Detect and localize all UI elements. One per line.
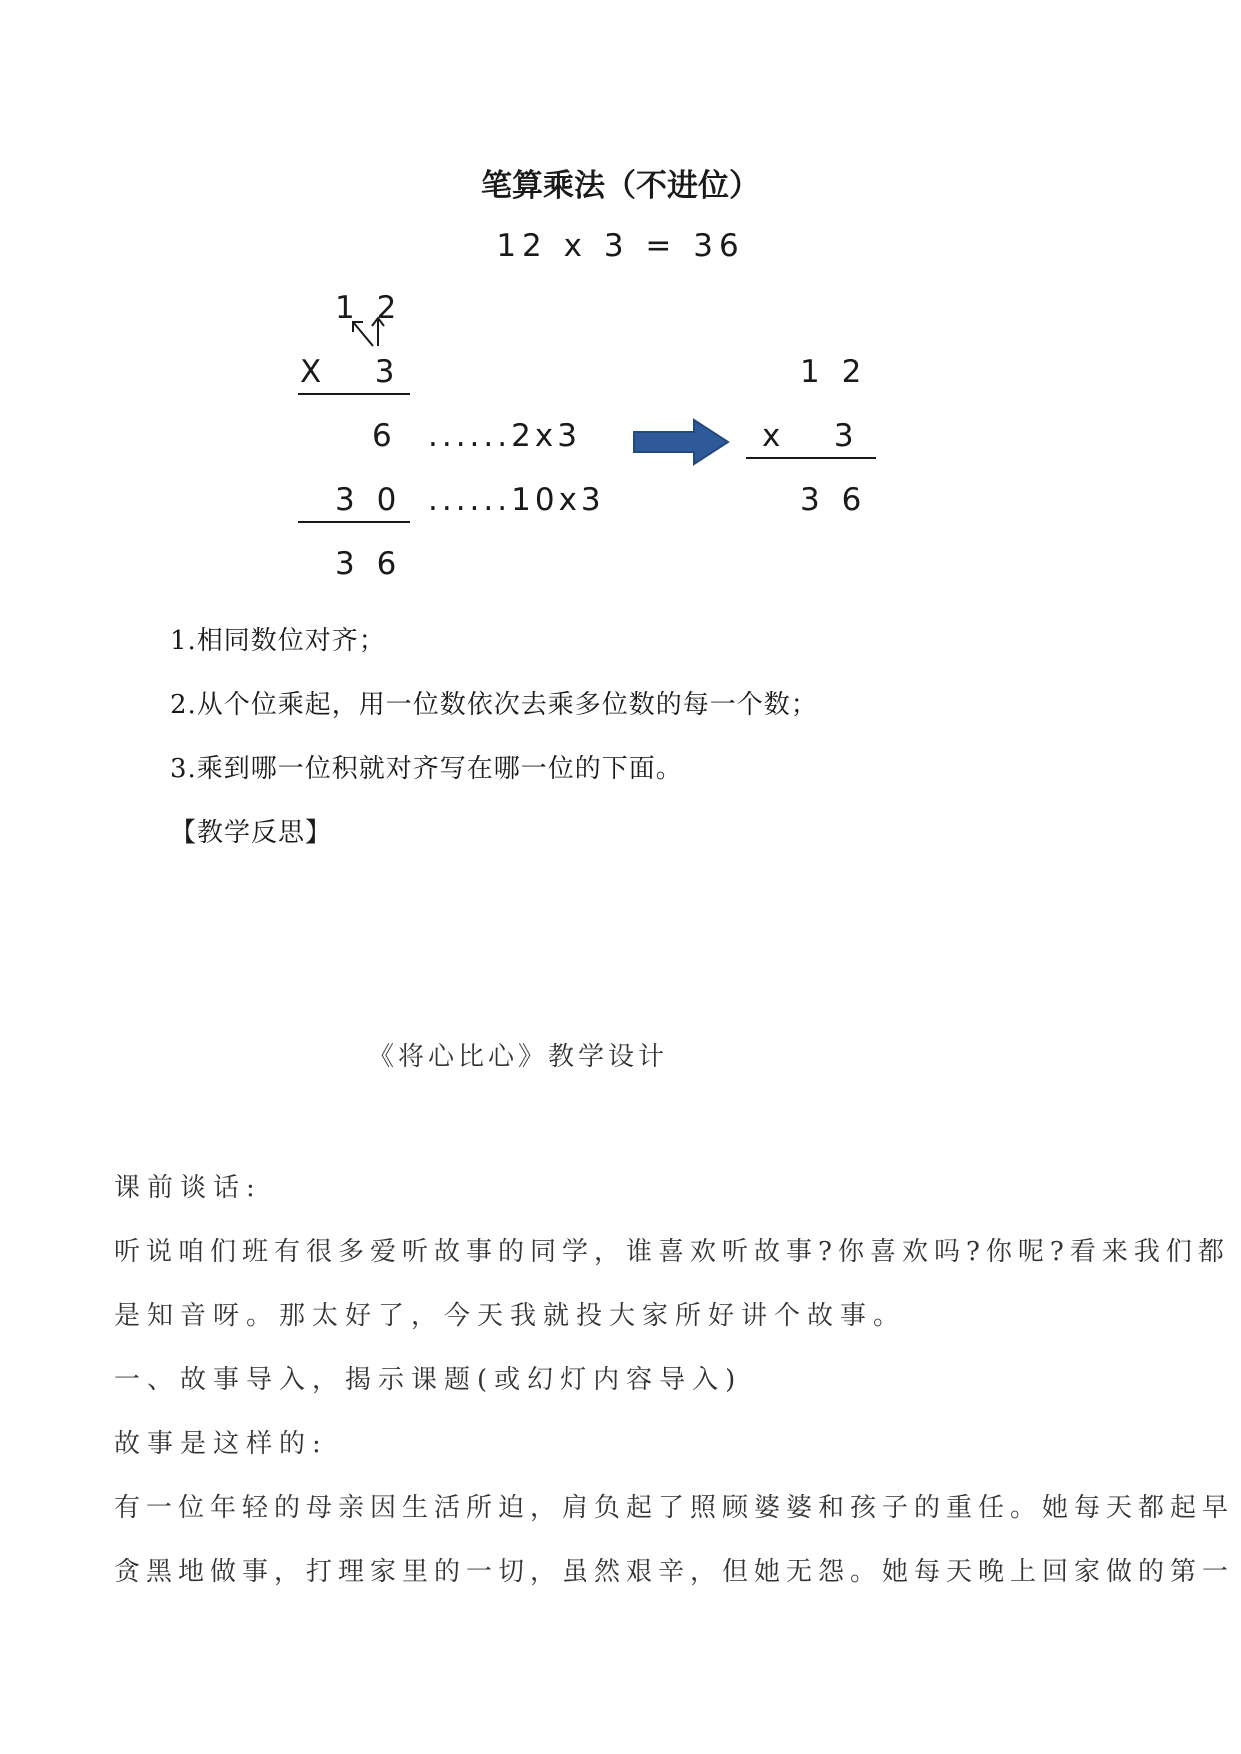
calc-right-line	[746, 457, 876, 459]
reflection-label: 【教学反思】	[170, 818, 333, 848]
calc-left-row3: 6	[372, 418, 398, 454]
calc-left-row4: 3 0	[335, 482, 403, 518]
calc-left-line2	[298, 521, 410, 523]
carry-arrows-icon	[345, 312, 395, 352]
calc-left-row1: 1 2	[335, 290, 403, 326]
paragraph-line-4: 一、故事导入，揭示课题(或幻灯内容导入)	[114, 1365, 743, 1395]
paragraph-line-2: 听说咱们班有很多爱听故事的同学，谁喜欢听故事?你喜欢吗?你呢?看来我们都	[114, 1237, 1230, 1267]
calc-left-row3-note: ......2x3	[428, 418, 581, 454]
calc-left-row5: 3 6	[335, 546, 403, 582]
calc-right-row3: 3 6	[800, 482, 868, 518]
paragraph-line-7: 贪黑地做事，打理家里的一切，虽然艰辛，但她无怨。她每天晚上回家做的第一	[114, 1557, 1235, 1587]
rule-item-3: 3.乘到哪一位积就对齐写在哪一位的下面。	[170, 754, 683, 784]
calc-left-line1	[298, 393, 410, 395]
calc-left-row2: X 3	[300, 354, 401, 390]
page-title: 笔算乘法（不进位）	[481, 168, 760, 204]
equation: 12 x 3 = 36	[496, 228, 745, 264]
paragraph-line-6: 有一位年轻的母亲因生活所迫，肩负起了照顾婆婆和孩子的重任。她每天都起早	[114, 1493, 1235, 1523]
calc-right-row2: x 3	[762, 418, 860, 454]
paragraph-line-3: 是知音呀。那太好了，今天我就投大家所好讲个故事。	[114, 1301, 907, 1331]
paragraph-line-5: 故事是这样的:	[114, 1429, 328, 1459]
section2-title: 《将心比心》教学设计	[368, 1042, 669, 1072]
rule-item-1: 1.相同数位对齐；	[170, 626, 386, 656]
calc-left-row4-note: ......10x3	[428, 482, 605, 518]
rule-item-2: 2.从个位乘起，用一位数依次去乘多位数的每一个数；	[170, 690, 818, 720]
paragraph-line-1: 课前谈话:	[114, 1173, 262, 1203]
right-arrow-icon	[632, 418, 732, 466]
calc-right-row1: 1 2	[800, 354, 868, 390]
